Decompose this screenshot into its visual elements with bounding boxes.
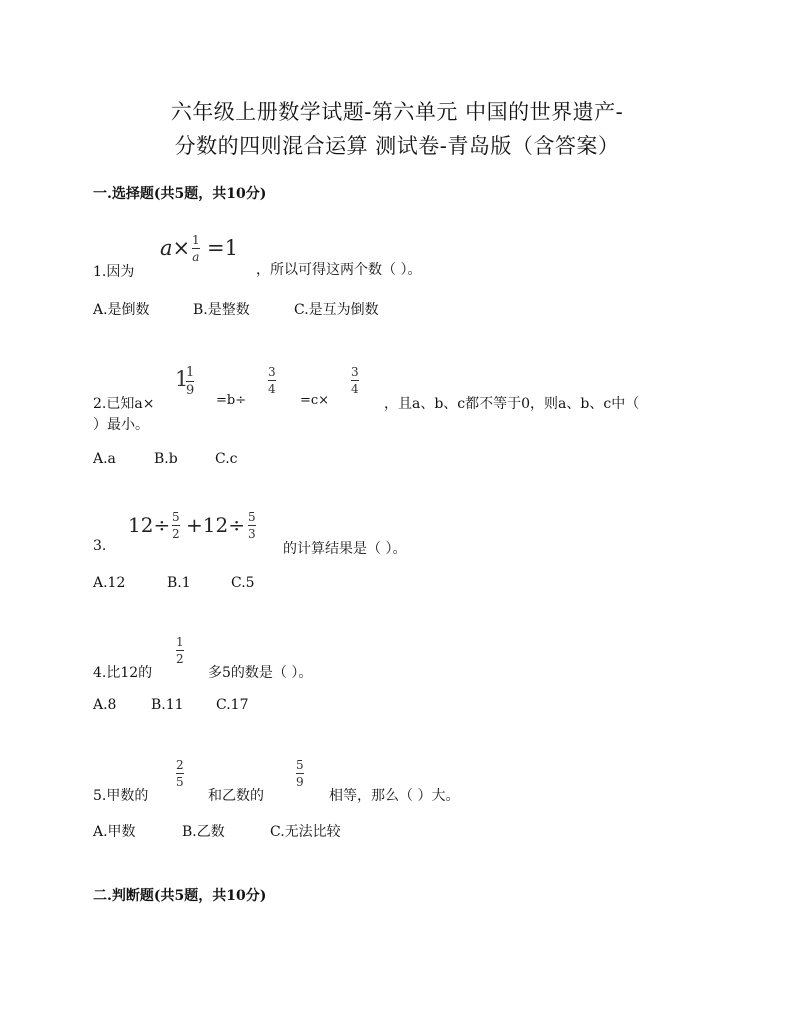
q1-option-b[interactable]: B.是整数 bbox=[193, 302, 250, 318]
q3-option-b[interactable]: B.1 bbox=[167, 575, 191, 591]
q2-mixed-fraction bbox=[186, 366, 194, 397]
q4-option-a[interactable]: A.8 bbox=[93, 697, 117, 713]
q5-option-c[interactable]: C.无法比较 bbox=[270, 824, 341, 840]
section-heading-judgement: 二.判断题(共5题，共10分) bbox=[93, 888, 267, 904]
q2-f1-den: 4 bbox=[268, 382, 276, 396]
q1-option-c[interactable]: C.是互为倒数 bbox=[294, 302, 379, 318]
q3-term-2: +12÷ bbox=[186, 513, 245, 537]
q5-f2-num: 5 bbox=[296, 758, 304, 772]
q4-f-num: 1 bbox=[176, 635, 184, 649]
q5-prefix: 5.甲数的 bbox=[93, 788, 149, 804]
q2-f2-num: 3 bbox=[351, 365, 359, 379]
q5-fraction-1 bbox=[176, 759, 184, 788]
q2-prefix: 2.已知a× bbox=[93, 396, 155, 412]
q3-fraction-1 bbox=[172, 511, 180, 540]
q5-f1-den: 5 bbox=[176, 775, 184, 789]
q5-fraction-2 bbox=[296, 759, 304, 788]
q3-fraction-2 bbox=[248, 511, 256, 540]
q4-fraction bbox=[176, 636, 184, 665]
q2-option-c[interactable]: C.c bbox=[215, 451, 238, 467]
q2-mixed-den: 9 bbox=[186, 383, 195, 398]
q4-option-c[interactable]: C.17 bbox=[216, 697, 249, 713]
q1-fraction bbox=[192, 234, 200, 263]
q1-option-a[interactable]: A.是倒数 bbox=[93, 302, 150, 318]
q2-option-b[interactable]: B.b bbox=[154, 451, 178, 467]
q4-suffix: 多5的数是（ ）。 bbox=[208, 665, 313, 681]
q4-option-b[interactable]: B.11 bbox=[151, 697, 184, 713]
q2-option-a[interactable]: A.a bbox=[93, 451, 116, 467]
q3-f1-den: 2 bbox=[172, 527, 180, 541]
q4-prefix: 4.比12的 bbox=[93, 665, 153, 681]
q2-mixed-num: 1 bbox=[186, 365, 195, 380]
q2-f2-den: 4 bbox=[351, 382, 359, 396]
q3-f1-num: 5 bbox=[172, 510, 180, 524]
q1-equals: =1 bbox=[207, 236, 238, 260]
q1-suffix: ，所以可得这两个数（ ）。 bbox=[256, 262, 422, 278]
q5-option-b[interactable]: B.乙数 bbox=[182, 824, 225, 840]
q1-var-a: a bbox=[160, 236, 173, 260]
page-title-line1: 六年级上册数学试题-第六单元 中国的世界遗产- bbox=[170, 100, 624, 124]
q2-mixed-whole: 1 bbox=[175, 367, 189, 391]
q3-f2-den: 3 bbox=[248, 527, 256, 541]
q1-formula bbox=[160, 236, 190, 260]
section-heading-choice: 一.选择题(共5题，共10分) bbox=[93, 186, 267, 202]
q5-suffix: 相等，那么（ ）大。 bbox=[329, 788, 460, 804]
q3-term-1: 12÷ bbox=[128, 513, 171, 537]
q5-f2-den: 9 bbox=[296, 775, 304, 789]
q1-frac-num: 1 bbox=[192, 233, 200, 247]
q2-fraction-2 bbox=[351, 366, 359, 395]
q2-eq-b: =b÷ bbox=[216, 393, 247, 408]
q2-eq-c: =c× bbox=[300, 393, 330, 408]
q3-option-a[interactable]: A.12 bbox=[93, 575, 126, 591]
q3-prefix: 3. bbox=[93, 538, 107, 554]
page-title-line2: 分数的四则混合运算 测试卷-青岛版（含答案） bbox=[174, 134, 620, 158]
q5-option-a[interactable]: A.甲数 bbox=[93, 824, 136, 840]
q1-prefix: 1.因为 bbox=[93, 264, 135, 280]
q3-suffix: 的计算结果是（ ）。 bbox=[283, 541, 407, 557]
q4-f-den: 2 bbox=[176, 652, 184, 666]
q5-f1-num: 2 bbox=[176, 758, 184, 772]
q2-line2: ）最小。 bbox=[93, 417, 149, 433]
q2-f1-num: 3 bbox=[268, 365, 276, 379]
q3-f2-num: 5 bbox=[248, 510, 256, 524]
q3-option-c[interactable]: C.5 bbox=[231, 575, 255, 591]
q1-times: × bbox=[172, 236, 191, 260]
q2-fraction-1 bbox=[268, 366, 276, 395]
q1-frac-den: a bbox=[192, 250, 200, 264]
q5-mid: 和乙数的 bbox=[208, 788, 264, 804]
q2-suffix: ，且a、b、c都不等于0，则a、b、c中（ bbox=[384, 396, 640, 412]
